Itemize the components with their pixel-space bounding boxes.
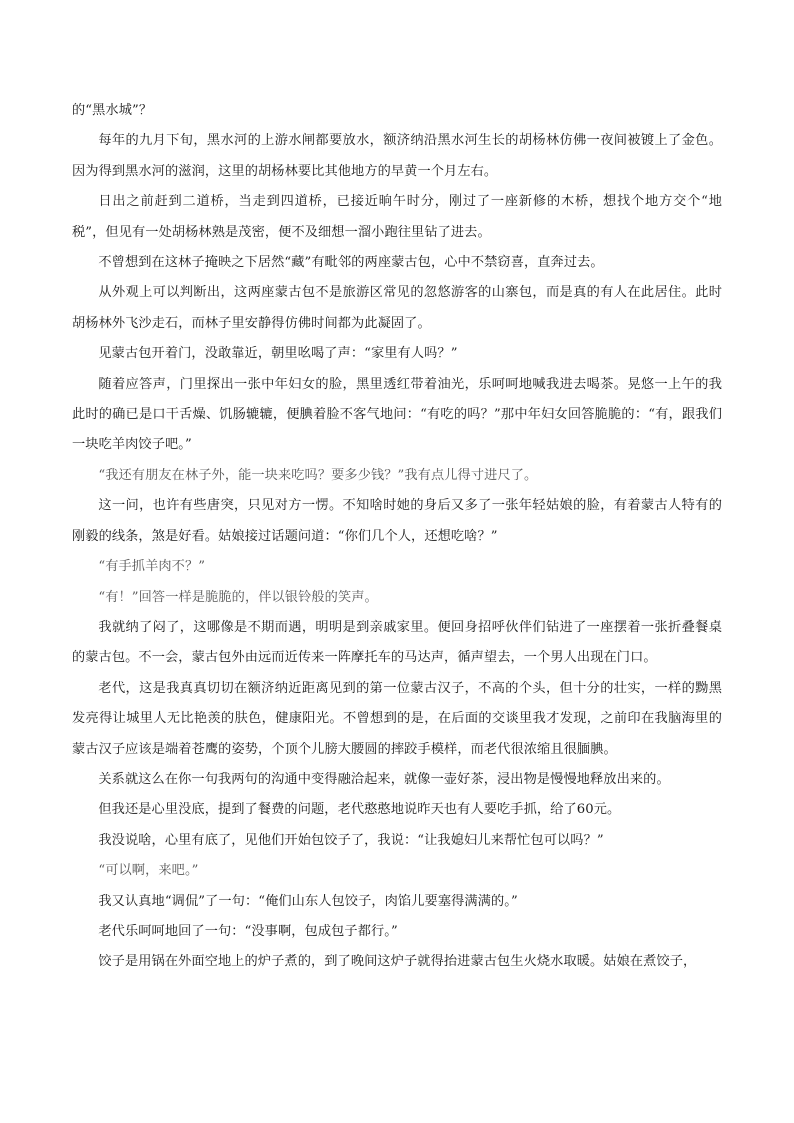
paragraph: “有手抓羊肉不？”: [98, 559, 206, 575]
paragraph: 日出之前赶到二道桥，当走到四道桥，已接近晌午时分，刚过了一座新修的木桥，想找个地方交个“地税”，但见有一处胡杨林熟是茂密，便不及细想一溜小跑往里钻了进去。: [72, 194, 722, 240]
paragraph: 每年的九月下旬，黑水河的上游水闸都要放水，额济纳沿黑水河生长的胡杨林仿佛一夜间被镀上了金色。因为得到黑水河的滋润，这里的胡杨林要比其他地方的早黄一个月左右。: [72, 133, 722, 179]
paragraph: 我又认真地“调侃”了一句：“俺们山东人包饺子，肉馅儿要塞得满满的。”: [98, 893, 518, 909]
paragraph: “我还有朋友在林子外，能一块来吃吗？要多少钱？”我有点儿得寸进尺了。: [98, 467, 538, 483]
paragraph: 我没说啥，心里有底了，见他们开始包饺子了，我说：“让我媳妇儿来帮忙包可以吗？”: [98, 832, 604, 848]
paragraph: “可以啊，来吧。”: [98, 863, 199, 879]
paragraph: 我就纳了闷了，这哪像是不期而遇，明明是到亲戚家里。便回身招呼伙伴们钻进了一座摆着一张折叠餐桌的蒙古包。不一会，蒙古包外由远而近传来一阵摩托车的马达声，循声望去，一个男人出现在门口。: [72, 619, 722, 666]
paragraph: “有！”回答一样是脆脆的，伴以银铃般的笑声。: [98, 589, 378, 605]
article-body: [72, 96, 722, 978]
paragraph: 老代乐呵呵地回了一句：“没事啊，包成包子都行。”: [98, 923, 398, 939]
paragraph: 饺子是用锅在外面空地上的炉子煮的，到了晚间这炉子就得抬进蒙古包生火烧水取暖。姑娘在煮饺子，: [98, 954, 697, 970]
paragraph: 不曾想到在这林子掩映之下居然“藏”有毗邻的两座蒙古包，心中不禁窃喜，直奔过去。: [98, 255, 604, 271]
paragraph: 关系就这么在你一句我两句的沟通中变得融洽起来，就像一壶好茶，浸出物是慢慢地释放出来的。: [98, 771, 670, 787]
paragraph: 但我还是心里没底，提到了餐费的问题，老代憨憨地说昨天也有人要吃手抓，给了60元。: [98, 802, 621, 818]
paragraph: 随着应答声，门里探出一张中年妇女的脸，黑里透红带着油光，乐呵呵地喊我进去喝茶。晃悠一上午的我此时的确已是口干舌燥、饥肠辘辘，便腆着脸不客气地问：“有吃的吗？”那中年妇女回答脆脆的：“有，跟我们一块吃羊肉饺子吧。”: [72, 376, 722, 453]
paragraph: 见蒙古包开着门，没敢靠近，朝里吆喝了声：“家里有人吗？”: [98, 346, 458, 362]
paragraph: 的“黑水城”？: [72, 103, 153, 118]
paragraph: 老代，这是我真真切切在额济纳近距离见到的第一位蒙古汉子，不高的个头，但十分的壮实，一样的黝黑发亮得让城里人无比艳羡的肤色，健康阳光。不曾想到的是，在后面的交谈里我才发现，之前印在我脑海里的蒙古汉子应该是端着苍鹰的姿势，个顶个儿膀大腰圆的摔跤手模样，而老代很浓缩且很腼腆。: [72, 680, 722, 757]
paragraph: 从外观上可以判断出，这两座蒙古包不是旅游区常见的忽悠游客的山寨包，而是真的有人在此居住。此时胡杨林外飞沙走石，而林子里安静得仿佛时间都为此凝固了。: [72, 285, 722, 331]
paragraph: 这一问，也许有些唐突，只见对方一愣。不知啥时她的身后又多了一张年轻姑娘的脸，有着蒙古人特有的刚毅的线条，煞是好看。姑娘接过话题问道：“你们几个人，还想吃啥？”: [72, 498, 722, 544]
